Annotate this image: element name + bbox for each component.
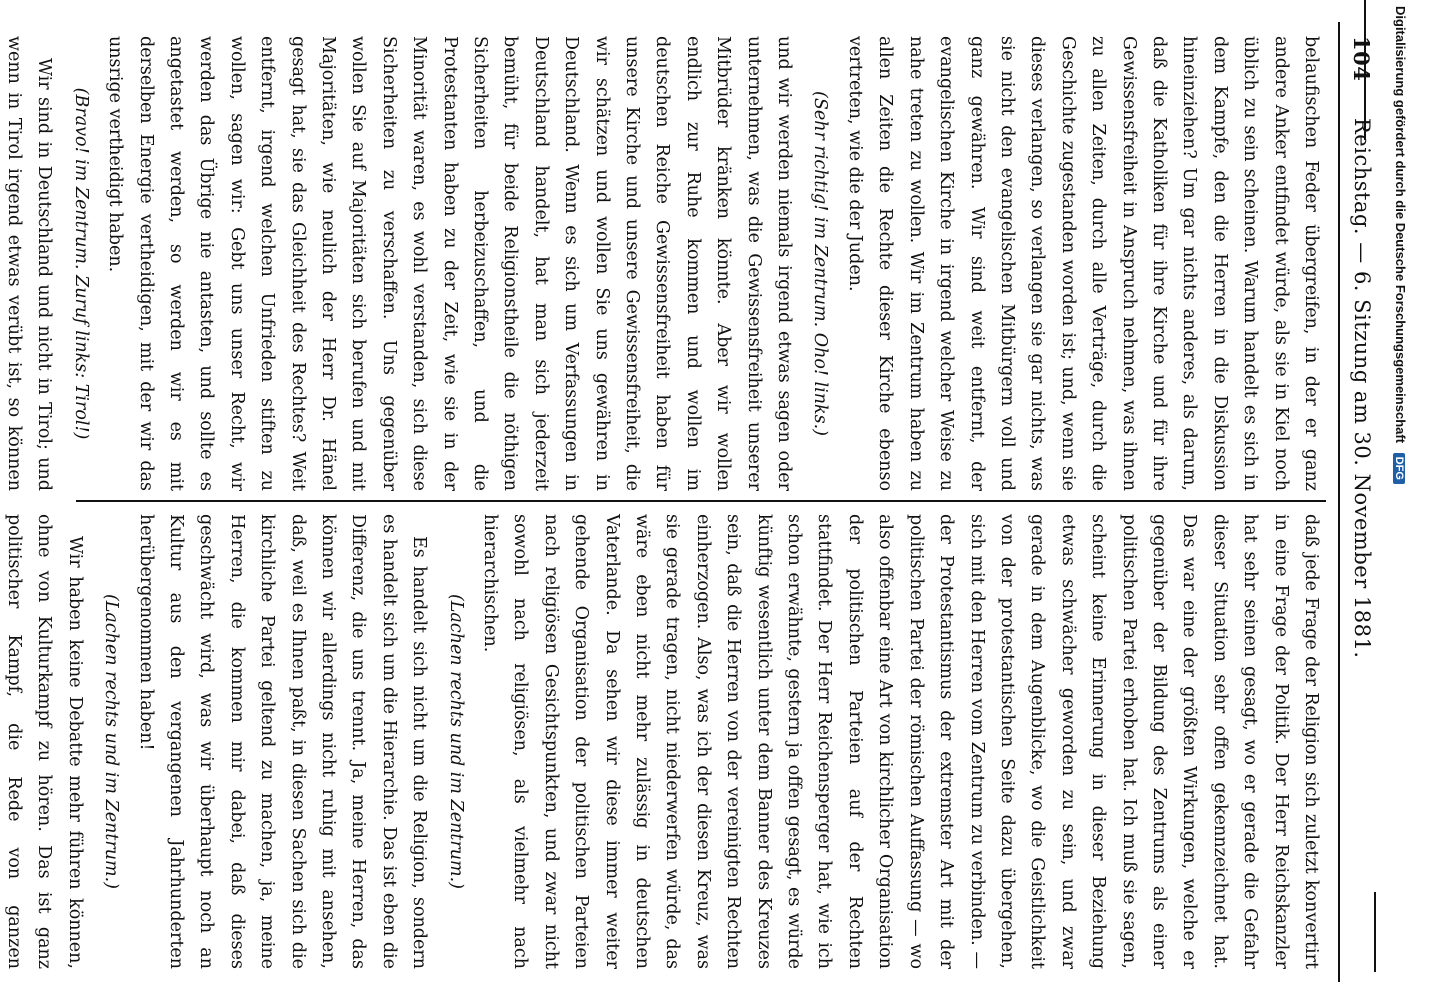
running-title: Reichstag. — 6. Sitzung am 30. November 1881. (1350, 118, 1374, 659)
paragraph: Es handelt sich nicht um die Religion, sondern es handelt sich um die Hierarchie. Das ist eben die Differenz, die uns trennt. Ja, meine Herren, das können wir allerdings nicht ruhig mit ansehen, daß, weil es Ihnen paßt, in diesen Sachen sich die kirchliche Partei geltend zu machen, ja, meine Herren, die kommen mir dabei, daß dieses geschwächt wird, was wir überhaupt noch an Kultur aus den vergangenen Jahrhunderten herübergenommen haben! (135, 514, 430, 969)
interjection: (Bravo! im Zentrum. Zuruf links: Tirol!) (70, 87, 91, 440)
page-header (1338, 22, 1388, 982)
column-divider (76, 500, 1326, 502)
page-number: 104 (1349, 36, 1374, 82)
paragraph: daß jede Frage der Religion sich zuletzt konvertirt in eine Frage der Politik. Der Herr Reichskanzler hat sehr seinen gesagt, wo er gerade die Gefahr dieser Situation sehr offen gekennzeichnet hat. Das war eine der größten Wirkungen, welche er gegenüber der Bildung des Zentrums als einer politischen Partei erhoben hat. Ich muß sie sagen, scheint keine Erinnerung in dieser Beziehung etwas schwächer geworden zu sein, und zwar gerade in dem Augenblicke, wo die Geistlichkeit von der protestantischen Seite dazu übergehen, sich mit den Herren vom Zentrum zu verbinden. — der Protestantismus der extremster Art mit der politischen Partei der römischen Auffassung — wo also offenbar eine Art von kirchlicher Organisation der politischen Parteien auf der Rechten stattfindet. Der Herr Reichensperger hat, wie ich schon erwähnte, gestern ja offen gesagt, es würde künftig wesentlich unter dem Banner des Kreuzes sein, daß die Herren von der vereinigten Rechten einherzogen. Also, was ich der diesen Kreuz, was sie gerade tragen, nicht niederwerfen würde, das wäre eben nicht mehr zulässig in deutschen Vaterlande. Da sehen wir diese immer weiter gehende Organisation der politischen Parteien nach religiösen Gesichtspunkten, und zwar nicht sowohl nach religiösen, als vielmehr nach hierarchischen. (480, 514, 1321, 969)
header-rule (1374, 892, 1376, 972)
rotated-page-content (3, 22, 1388, 982)
paragraph: belaufischen Feder übergreifen, in der er ganz andere Anker entfindet würde, als sie in Kiel noch üblich zu sein scheinen. Warum handelt es sich in dem Kampfe, den die Herren in die Diskussion hineinziehen? Um gar nichts anderes, als darum, daß die Katholiken für ihre Kirche und für ihre Gewissensfreiheit in Anspruch nehmen, was ihnen zu allen Zeiten, durch alle Verträge, durch die Geschichte zugestanden worden ist; und, wenn sie dieses verlangen, so verlangen sie gar nichts, was sie nicht den evangelischen Mitbürgern voll und ganz gewähren. Wir sind weit entfernt, der evangelischen Kirche in irgend welcher Weise zu nahe treten zu wollen. Wir im Zentrum haben zu allen Zeiten die Rechte dieser Kirche ebenso vertreten, wie die der Juden. (844, 36, 1321, 491)
paragraph: und wir werden niemals irgend etwas sagen oder unternehmen, was die Gewissensfreiheit unserer Mitbrüder kränken könnte. Aber wir wollen endlich zur Ruhe kommen und wollen im deutschen Reiche Gewissensfreiheit haben für unsere Kirche und unsere Gewissensfreiheit, die wir schätzen und wollen Sie uns gewähren in Deutschland. Wenn es sich um Verfassungen in Deutschland handelt, hat man sich jederzeit bemüht, für beide Religionstheile die nöthigen Sicherheiten herbeizuschaffen, und die Protestanten haben zu der Zeit, wie sie in der Minorität waren, es wohl verstanden, sich diese Sicherheiten zu verschaffen. Uns gegenüber wollen Sie auf Majoritäten sich berufen und mit Majoritäten, wie neulich der Herr Dr. Hänel gesagt hat, sie das Gleichheit des Rechtes? Weit entfernt, irgend welchen Unfrieden stiften zu wollen, sagen wir: Gebt uns unser Recht, wir werden das Übrige nie antasten, und sollte es angetastet werden, so werden wir es mit derselben Energie vertheidigen, mit der wir das unsrige vertheidigt haben. (105, 36, 795, 491)
paragraph: Wir sind in Deutschland und nicht in Tirol; und wenn in Tirol irgend etwas verübt ist, so können (3, 36, 55, 491)
dfg-logo: DFG (1393, 453, 1405, 484)
interjection: (Sehr richtig! im Zentrum. Oho! links.) (810, 91, 831, 436)
interjection: (Lachen rechts und im Zentrum.) (445, 593, 466, 889)
right-column (3, 514, 1326, 969)
paragraph: Wir haben keine Debatte mehr führen können, ohne von Kulturkampf zu hören. Das ist ganz politischer Kampf, die Rede von ganzen (3, 514, 85, 969)
credit-text: Digitalisierung gefördert durch die Deutsche Forschungsgemeinschaft (1393, 6, 1408, 444)
left-column (3, 36, 1326, 491)
interjection: (Lachen rechts und im Zentrum.) (101, 593, 122, 889)
digitization-credit (1388, 6, 1408, 996)
